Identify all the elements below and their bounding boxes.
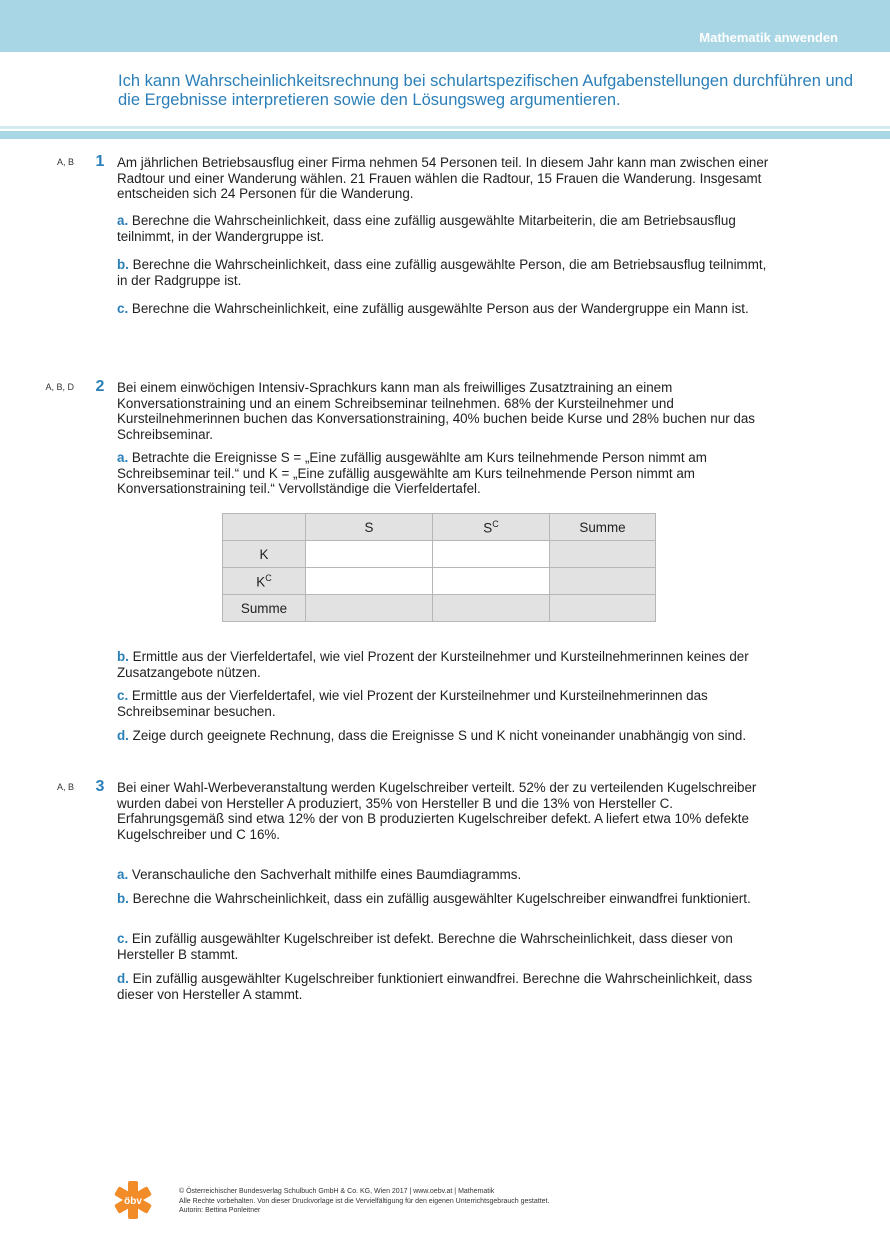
part-text: Berechne die Wahrscheinlichkeit, dass ein zufällig ausgewählter Kugelschreiber einwandfrei funktioniert. [132, 891, 751, 906]
table-cell-k-s[interactable] [306, 541, 433, 568]
exercise-2-code: A, B, D [45, 382, 74, 392]
part-text: Veranschauliche den Sachverhalt mithilfe eines Baumdiagramms. [131, 867, 522, 882]
exercise-2-text: Bei einem einwöchigen Intensiv-Sprachkurs kann man als freiwilliges Zusatztraining an einem Konversationstraining und an einem Schreibseminar teilnehmen. 68% der Kursteilnehmer und Kursteilnehmerinnen buchen das Konversationstraining, 40% buchen beide Kurse und 28% buchen nur das Schreibseminar. [117, 380, 755, 442]
table-row-sum: Summe [223, 595, 306, 622]
table-cell-sum-s[interactable] [306, 595, 433, 622]
exercise-1-part-b [117, 257, 777, 288]
table-header-row [223, 514, 656, 541]
footer-author: Autorin: Bettina Ponleitner [179, 1207, 261, 1214]
table-corner-cell [223, 514, 306, 541]
exercise-1-text: Am jährlichen Betriebsausflug einer Firma nehmen 54 Personen teil. In diesem Jahr kann man zwischen einer Radtour und einer Wanderung wählen. 21 Frauen wählen die Radtour, 15 Frauen die Wanderung. Insgesamt entscheiden sich 24 Personen für die Wanderung. [117, 155, 769, 201]
exercise-3-part-d [117, 971, 777, 1002]
part-text: Ermittle aus der Vierfeldertafel, wie viel Prozent der Kursteilnehmer und Kursteilnehmerinnen keines der Zusatzangebote nützen. [117, 649, 749, 680]
footer [179, 1187, 549, 1216]
exercise-3-part-c [117, 931, 777, 962]
footer-copyright: © Österreichischer Bundesverlag Schulbuch GmbH & Co. KG, Wien 2017 | www.oebv.at | Mathematik [179, 1188, 495, 1195]
table-row [223, 595, 656, 622]
exercise-3-code: A, B [56, 782, 74, 792]
part-text: Ermittle aus der Vierfeldertafel, wie viel Prozent der Kursteilnehmer und Kursteilnehmerinnen das Schreibseminar besuchen. [117, 688, 708, 719]
part-text: Berechne die Wahrscheinlichkeit, eine zufällig ausgewählte Person aus der Wandergruppe ein Mann ist. [131, 301, 749, 316]
table-header-sc [433, 514, 550, 541]
part-label: c. [117, 931, 129, 946]
table-cell-kc-sum[interactable] [550, 568, 656, 595]
table-row-k: K [223, 541, 306, 568]
exercise-2-part-a [117, 450, 777, 497]
table-cell-kc-sc[interactable] [433, 568, 550, 595]
part-label: d. [117, 728, 129, 743]
part-text: Zeige durch geeignete Rechnung, dass die Ereignisse S und K nicht voneinander unabhängig von sind. [132, 728, 747, 743]
table-cell-sum-sum[interactable] [550, 595, 656, 622]
header-sc-base: S [483, 520, 493, 536]
exercise-1-part-c [117, 301, 777, 317]
vierfeldertafel [222, 513, 656, 622]
table-row [223, 568, 656, 595]
part-text: Ein zufällig ausgewählter Kugelschreiber funktioniert einwandfrei. Berechne die Wahrscheinlichkeit, dass dieser von Hersteller A stammt. [117, 971, 753, 1002]
table-header-s: S [306, 514, 433, 541]
row-kc-base: K [256, 574, 266, 590]
exercise-1-number: 1 [95, 153, 105, 170]
table-cell-k-sum[interactable] [550, 541, 656, 568]
header-tag: Mathematik anwenden [699, 30, 838, 45]
logo-text: öbv [124, 1196, 142, 1207]
exercise-1-code: A, B [56, 157, 74, 167]
exercise-2-part-b [117, 649, 777, 680]
part-label: c. [117, 688, 129, 703]
part-label: d. [117, 971, 129, 986]
exercise-2-part-c [117, 688, 777, 719]
part-text: Berechne die Wahrscheinlichkeit, dass eine zufällig ausgewählte Mitarbeiterin, die am Betriebsausflug teilnimmt, in der Wandergruppe ist. [117, 213, 736, 244]
part-label: a. [117, 867, 129, 882]
part-label: b. [117, 257, 129, 272]
footer-rights: Alle Rechte vorbehalten. Von dieser Druckvorlage ist die Vervielfältigung für den eigenen Unterrichtsgebrauch gestattet. [179, 1197, 550, 1205]
table-cell-k-sc[interactable] [433, 541, 550, 568]
part-text: Betrachte die Ereignisse S = „Eine zufällig ausgewählte am Kurs teilnehmende Person nimmt am Schreibseminar teil.“ und K = „Eine zufällig ausgewählte am Kurs teilnehmende Person nimmt am Konversationstraining teil.“ Vervollständige die Vierfeldertafel. [117, 450, 707, 496]
exercise-3-number: 3 [95, 778, 105, 795]
part-label: c. [117, 301, 129, 316]
row-kc-sup: C [265, 572, 272, 583]
exercise-2-number: 2 [95, 378, 105, 395]
exercise-3-part-a [117, 867, 777, 883]
part-label: b. [117, 649, 129, 664]
table-row [223, 541, 656, 568]
learning-goal: Ich kann Wahrscheinlichkeitsrechnung bei schulartspezifischen Aufgabenstellungen durchführen und die Ergebnisse interpretieren sowie den Lösungsweg argumentieren. [118, 72, 854, 109]
exercise-3-part-b [117, 891, 777, 907]
exercise-2-part-d [117, 728, 777, 744]
part-label: b. [117, 891, 129, 906]
exercise-3-text: Bei einer Wahl-Werbeveranstaltung werden Kugelschreiber verteilt. 52% der zu verteilenden Kugelschreiber wurden dabei von Hersteller A produziert, 35% von Hersteller B und die 13% von Hersteller C. Erfahrungsgemäß sind etwa 12% der von B produzierten Kugelschreiber defekt. A liefert etwa 10% defekte Kugelschreiber und C 16%. [117, 780, 757, 842]
exercise-1-part-a [117, 213, 777, 244]
part-text: Berechne die Wahrscheinlichkeit, dass eine zufällig ausgewählte Person, die am Betriebsausflug teilnimmt, in der Radgruppe ist. [117, 257, 767, 288]
part-label: a. [117, 213, 129, 228]
decorative-stripe [0, 126, 890, 139]
table-cell-kc-s[interactable] [306, 568, 433, 595]
table-cell-sum-sc[interactable] [433, 595, 550, 622]
table-header-sum: Summe [550, 514, 656, 541]
part-label: a. [117, 450, 129, 465]
part-text: Ein zufällig ausgewählter Kugelschreiber ist defekt. Berechne die Wahrscheinlichkeit, dass dieser von Hersteller B stammt. [117, 931, 733, 962]
table-row-kc [223, 568, 306, 595]
header-sc-sup: C [492, 518, 499, 529]
oebv-logo [113, 1180, 153, 1220]
